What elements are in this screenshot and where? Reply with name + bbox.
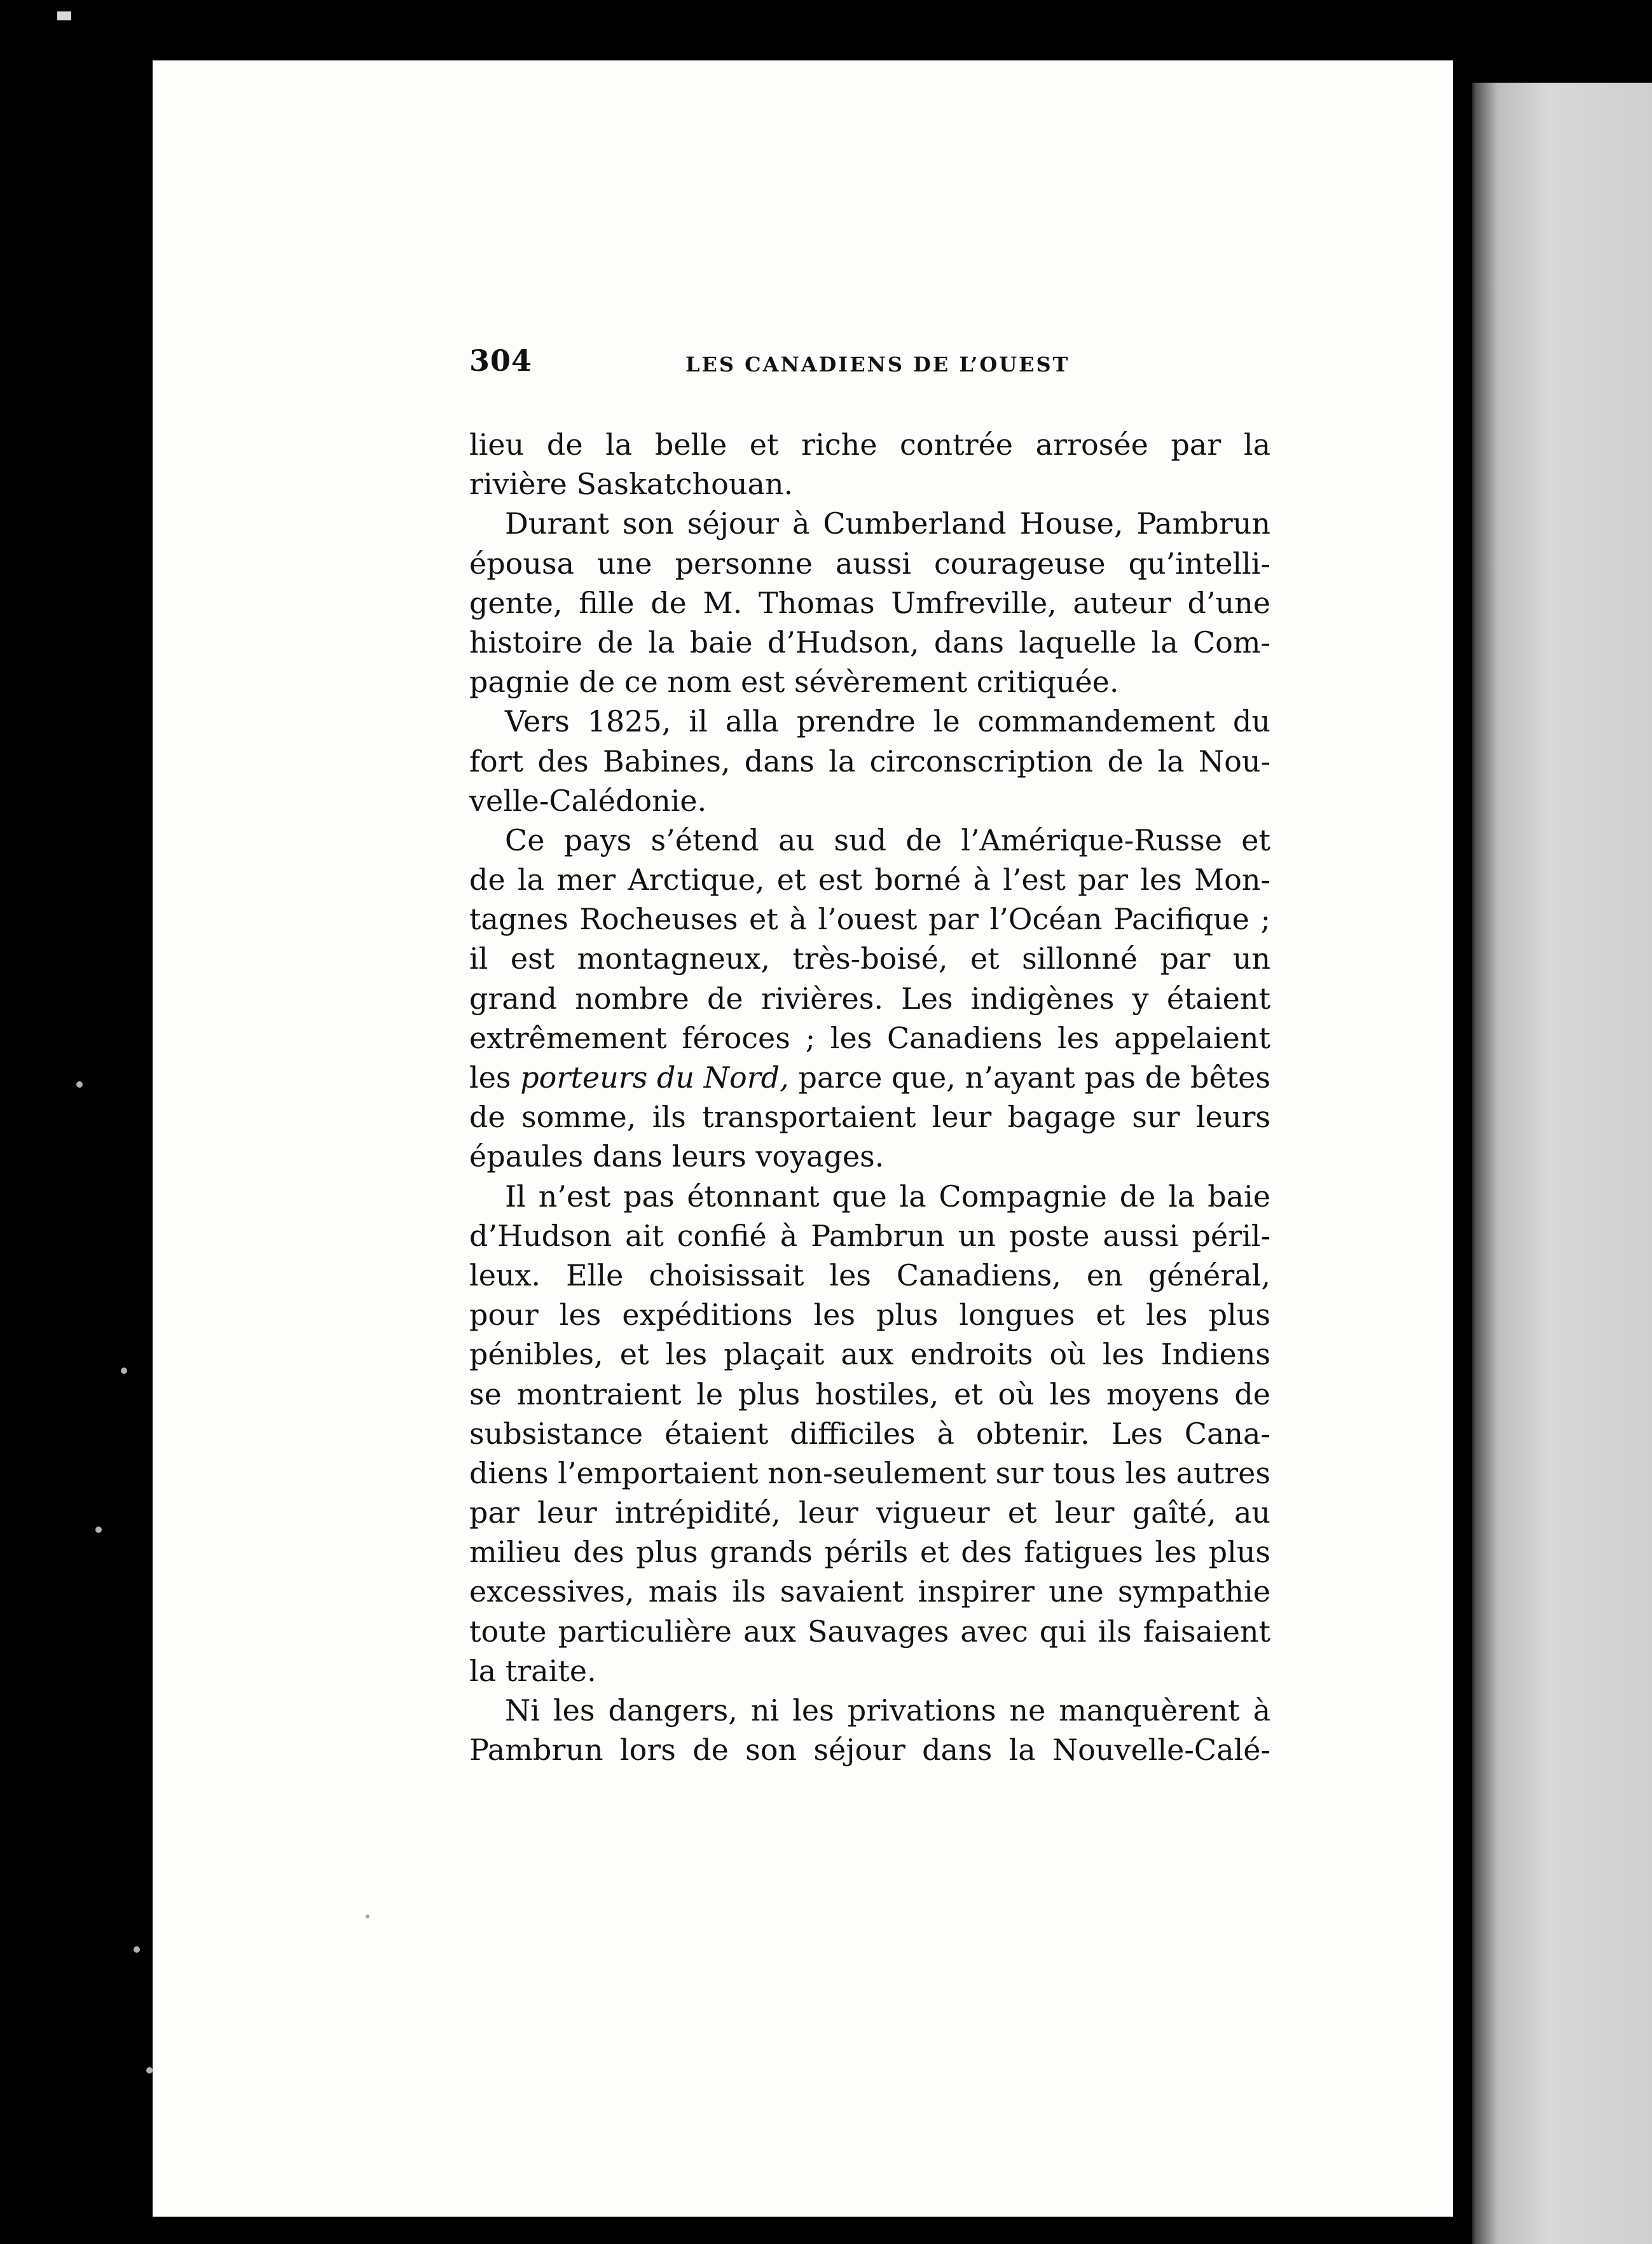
text-line: pour les expéditions les plus longues et les plus	[469, 1298, 1270, 1333]
text-line: d’Hudson ait confié à Pambrun un poste aussi péril-	[469, 1218, 1270, 1253]
scan-speck	[366, 1915, 369, 1918]
text-segment: parce que, n’ayant pas de bêtes	[788, 1060, 1270, 1095]
scan-speck	[121, 1368, 127, 1374]
text-line: histoire de la baie d’Hudson, dans laquelle la Com-	[469, 625, 1270, 660]
text-line: velle-Calédonie.	[469, 783, 707, 818]
scan-corner-mark	[57, 11, 71, 20]
italic-phrase: porteurs du Nord,	[520, 1060, 789, 1095]
text-line: il est montagneux, très-boisé, et sillonné par un	[469, 941, 1270, 976]
text-line: de somme, ils transportaient leur bagage sur leurs	[469, 1100, 1270, 1135]
scan-speck	[95, 1527, 102, 1533]
text-line: la traite.	[469, 1653, 596, 1688]
running-head	[469, 343, 1270, 388]
text-line: leux. Elle choisissait les Canadiens, en général,	[469, 1257, 1270, 1292]
text-line: pagnie de ce nom est sévèrement critiquée.	[469, 665, 1119, 700]
text-line: excessives, mais ils savaient inspirer une sympathie	[469, 1574, 1270, 1609]
text-line: tagnes Rocheuses et à l’ouest par l’Océan Pacifique ;	[469, 902, 1270, 937]
text-segment: les	[469, 1060, 521, 1095]
text-line: lieu de la belle et riche contrée arrosée par la	[469, 427, 1270, 462]
text-line: Durant son séjour à Cumberland House, Pambrun	[505, 506, 1270, 541]
text-line: Il n’est pas étonnant que la Compagnie de la baie	[505, 1179, 1270, 1214]
text-line: toute particulière aux Sauvages avec qui ils faisaient	[469, 1614, 1270, 1649]
text-line: Ni les dangers, ni les privations ne manquèrent à	[505, 1693, 1270, 1728]
running-title: LES CANADIENS DE L’OUEST	[685, 352, 1070, 377]
text-line: par leur intrépidité, leur vigueur et leur gaîté, au	[469, 1495, 1270, 1530]
text-line: grand nombre de rivières. Les indigènes y étaient	[469, 981, 1270, 1016]
body-text	[469, 425, 1270, 1770]
next-page-edge	[1472, 83, 1652, 2244]
text-line: diens l’emportaient non-seulement sur tous les autres	[469, 1455, 1270, 1490]
scan-speck	[76, 1081, 83, 1088]
text-line: épousa une personne aussi courageuse qu’intelli-	[469, 546, 1270, 581]
text-line: Ce pays s’étend au sud de l’Amérique-Russe et	[505, 822, 1270, 857]
page-text-block	[469, 343, 1270, 1770]
binding-gap	[1453, 60, 1472, 2244]
text-line: épaules dans leurs voyages.	[469, 1139, 885, 1174]
text-line: se montraient le plus hostiles, et où les moyens de	[469, 1376, 1270, 1411]
text-line: fort des Babines, dans la circonscription de la Nou-	[469, 744, 1270, 779]
text-line: rivière Saskatchouan.	[469, 467, 794, 502]
text-line: milieu des plus grands périls et des fatigues les plus	[469, 1535, 1270, 1570]
text-line: pénibles, et les plaçait aux endroits où les Indiens	[469, 1337, 1270, 1372]
text-line: subsistance étaient difficiles à obtenir. Les Cana-	[469, 1416, 1270, 1451]
scan-speck	[162, 2169, 169, 2175]
scan-speck	[146, 2067, 153, 2074]
page-number: 304	[469, 343, 533, 378]
text-line: gente, fille de M. Thomas Umfreville, auteur d’une	[469, 585, 1270, 620]
text-line: Pambrun lors de son séjour dans la Nouvelle-Calé-	[469, 1733, 1270, 1768]
scan-speck	[134, 1946, 140, 1953]
text-line: de la mer Arctique, et est borné à l’est par les Mon-	[469, 862, 1270, 897]
text-line: extrêmement féroces ; les Canadiens les appelaient	[469, 1020, 1270, 1055]
text-line	[469, 1058, 1270, 1097]
text-line: Vers 1825, il alla prendre le commandement du	[505, 704, 1270, 739]
